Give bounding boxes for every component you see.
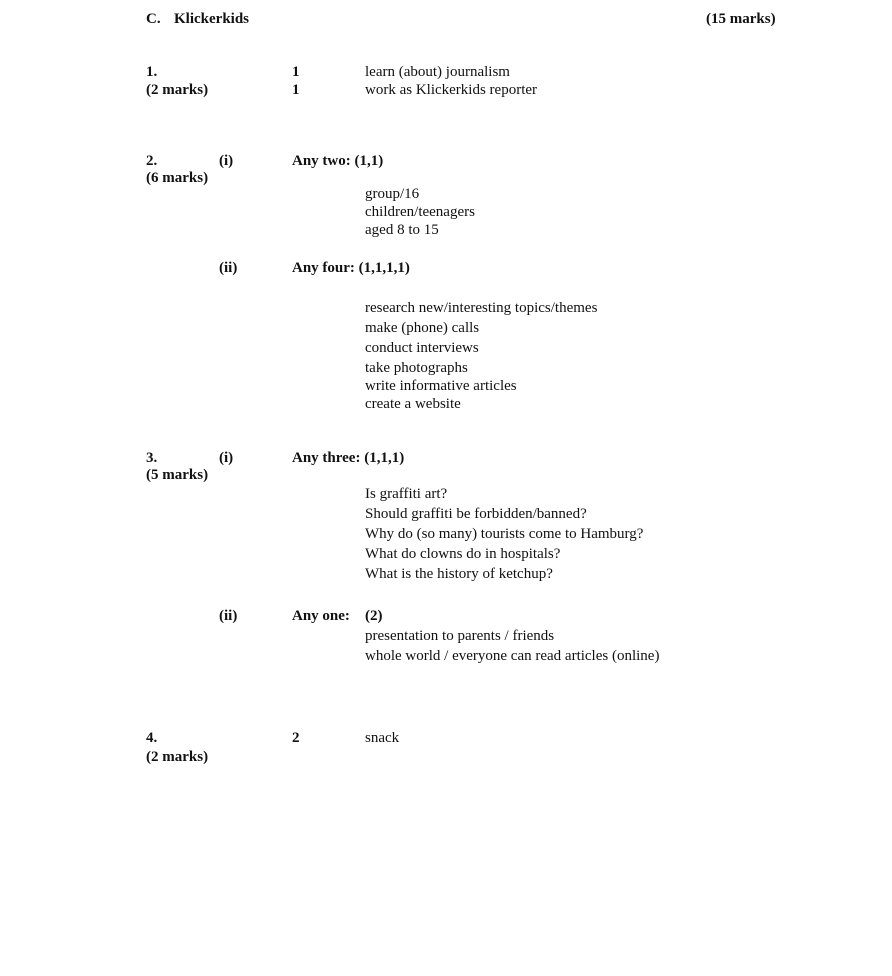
q1-answer-2: work as Klickerkids reporter <box>365 82 538 98</box>
q3-part-ii-instruction: Any one: <box>292 608 350 624</box>
q3-part-ii-answers <box>365 628 659 668</box>
q3-part-i-instruction: Any three: (1,1,1) <box>292 450 405 466</box>
q2-part-ii-instruction: Any four: (1,1,1,1) <box>292 260 410 276</box>
q4-score: 2 <box>292 730 300 746</box>
q4-answer: snack <box>365 730 400 746</box>
q3-part-ii-label: (ii) <box>219 608 238 624</box>
q2-marks: (6 marks) <box>146 170 209 186</box>
answer-line: take photographs <box>365 360 468 376</box>
q1-marks: (2 marks) <box>146 82 209 98</box>
q2-part-i-label: (i) <box>219 153 234 169</box>
answer-line: whole world / everyone can read articles (online) <box>365 648 660 664</box>
q4-number: 4. <box>146 730 158 746</box>
answer-line: write informative articles <box>365 378 517 394</box>
q1-answer-1: learn (about) journalism <box>365 64 510 80</box>
q2-part-i-instruction: Any two: (1,1) <box>292 153 384 169</box>
q3-part-i-answers <box>365 486 643 586</box>
q2-number: 2. <box>146 153 158 169</box>
q3-part-ii-score: (2) <box>365 608 383 624</box>
answer-line: children/teenagers <box>365 204 475 220</box>
q1-number: 1. <box>146 64 158 80</box>
answer-line: Is graffiti art? <box>365 486 448 502</box>
answer-line: make (phone) calls <box>365 320 480 336</box>
answer-line: research new/interesting topics/themes <box>365 300 598 316</box>
q3-part-i-label: (i) <box>219 450 234 466</box>
answer-line: group/16 <box>365 186 420 202</box>
q3-marks: (5 marks) <box>146 467 209 483</box>
answer-line: Why do (so many) tourists come to Hamburg? <box>365 526 644 542</box>
answer-line: aged 8 to 15 <box>365 222 439 238</box>
q1-score-2: 1 <box>292 82 300 98</box>
section-title: Klickerkids <box>174 11 250 27</box>
q4-marks: (2 marks) <box>146 749 209 765</box>
q1-score-1: 1 <box>292 64 300 80</box>
answer-line: What is the history of ketchup? <box>365 566 553 582</box>
q2-part-ii-label: (ii) <box>219 260 238 276</box>
q3-number: 3. <box>146 450 158 466</box>
section-label: C. <box>146 11 161 27</box>
answer-line: Should graffiti be forbidden/banned? <box>365 506 587 522</box>
q2-part-ii-answers <box>365 300 597 416</box>
q2-part-i-answers <box>365 186 475 240</box>
answer-line: What do clowns do in hospitals? <box>365 546 561 562</box>
answer-line: create a website <box>365 396 461 412</box>
answer-line: conduct interviews <box>365 340 479 356</box>
answer-line: presentation to parents / friends <box>365 628 555 644</box>
total-marks: (15 marks) <box>706 11 776 27</box>
